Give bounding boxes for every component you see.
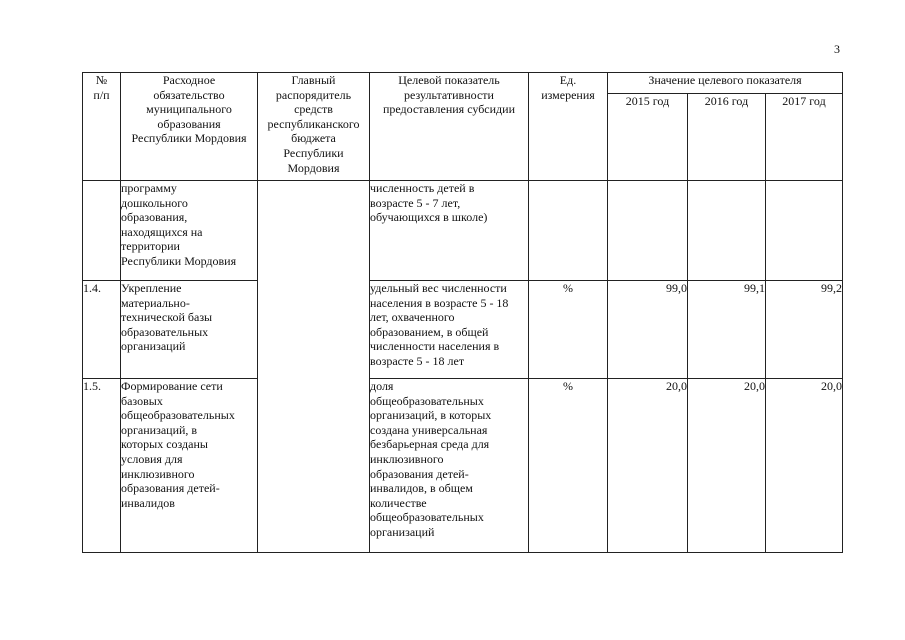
- page-number: 3: [834, 42, 840, 56]
- header-year-2017: 2017 год: [766, 94, 843, 181]
- row-target-indicator: удельный вес численности населения в возрасте 5 - 18 лет, охваченного образованием, в общей численности населения в возрасте 5 - 18 лет: [370, 281, 529, 379]
- header-budget-manager: Главный распорядитель средств республиканского бюджета Республики Мордовия: [258, 73, 370, 181]
- row-expense-obligation: Формирование сети базовых общеобразовательных организаций, в которых созданы условия для инклюзивного образования детей- инвалидов: [121, 379, 258, 553]
- header-row-top: [83, 73, 843, 94]
- budget-manager-merged-cell: [258, 181, 370, 553]
- row-value-2017: [766, 181, 843, 281]
- row-value-2015: [608, 181, 688, 281]
- header-values-group: Значение целевого показателя: [608, 73, 843, 94]
- table-row: [83, 379, 843, 553]
- header-year-2015: 2015 год: [608, 94, 688, 181]
- target-indicators-table: [82, 72, 843, 553]
- header-unit: Ед. измерения: [529, 73, 608, 181]
- row-value-2017: 20,0: [766, 379, 843, 553]
- row-unit: %: [529, 281, 608, 379]
- row-target-indicator: численность детей в возрасте 5 - 7 лет, обучающихся в школе): [370, 181, 529, 281]
- row-unit: %: [529, 379, 608, 553]
- row-value-2015: 20,0: [608, 379, 688, 553]
- header-year-2016: 2016 год: [688, 94, 766, 181]
- row-unit: [529, 181, 608, 281]
- row-expense-obligation: Укрепление материально- технической базы образовательных организаций: [121, 281, 258, 379]
- table-row: [83, 281, 843, 379]
- row-number: 1.5.: [83, 379, 121, 553]
- row-number: 1.4.: [83, 281, 121, 379]
- header-number: № п/п: [83, 73, 121, 181]
- row-target-indicator: доля общеобразовательных организаций, в которых создана универсальная безбарьерная среда для инклюзивного образования детей- инвалидов, в общем количестве общеобразовательных организаций: [370, 379, 529, 553]
- row-value-2016: 20,0: [688, 379, 766, 553]
- row-value-2016: 99,1: [688, 281, 766, 379]
- row-value-2015: 99,0: [608, 281, 688, 379]
- table-row: [83, 181, 843, 281]
- row-number: [83, 181, 121, 281]
- row-value-2017: 99,2: [766, 281, 843, 379]
- header-expense-obligation: Расходное обязательство муниципального образования Республики Мордовия: [121, 73, 258, 181]
- row-expense-obligation: программу дошкольного образования, находящихся на территории Республики Мордовия: [121, 181, 258, 281]
- header-target-indicator: Целевой показатель результативности предоставления субсидии: [370, 73, 529, 181]
- row-value-2016: [688, 181, 766, 281]
